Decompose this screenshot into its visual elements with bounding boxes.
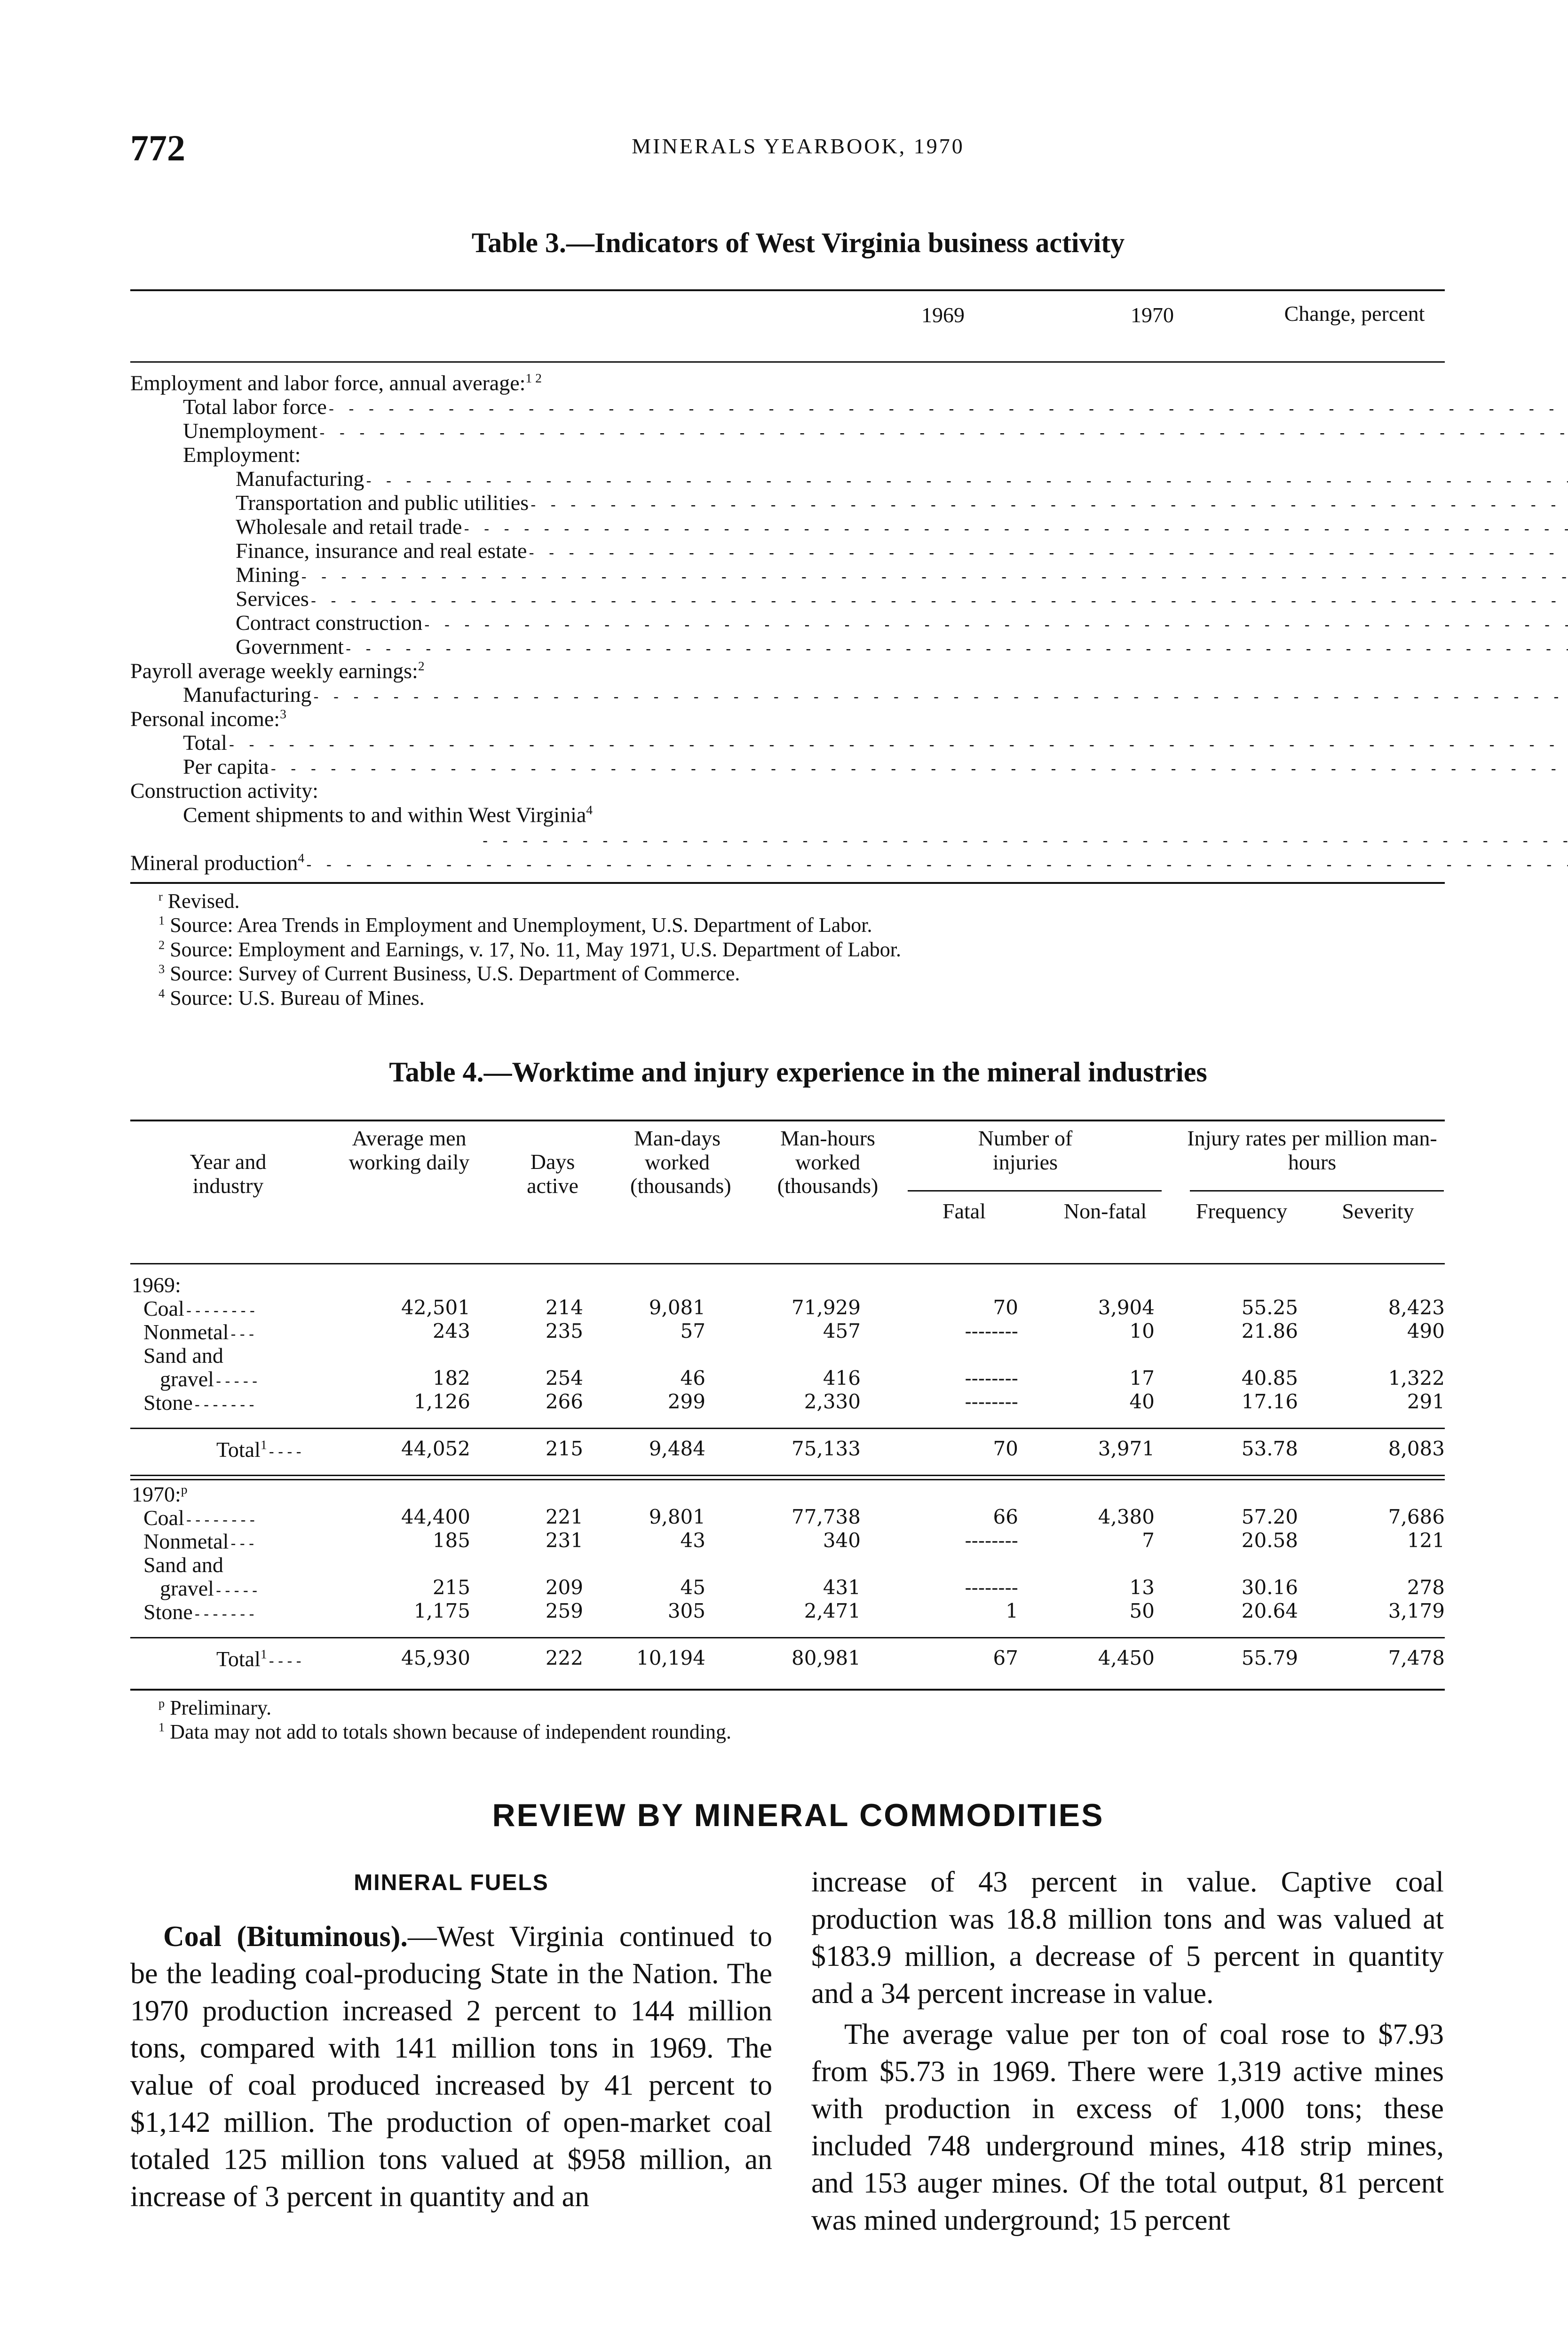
total-avg-men: 45,930 bbox=[401, 1646, 470, 1669]
injury-frequency: 20.64 bbox=[1241, 1599, 1298, 1622]
header-severity: Severity bbox=[1342, 1199, 1414, 1223]
avg-men: 215 bbox=[432, 1576, 470, 1599]
row-label bbox=[130, 612, 1568, 634]
row-label-cell bbox=[130, 779, 1568, 803]
injury-severity: 7,686 bbox=[1388, 1505, 1445, 1528]
fatal-injuries: 66 bbox=[993, 1505, 1018, 1528]
row-label-cell bbox=[130, 468, 1568, 492]
avg-men: 185 bbox=[432, 1529, 470, 1552]
row-label-text: Finance, insurance and real estate bbox=[236, 539, 527, 563]
row-label bbox=[130, 516, 1568, 538]
row-label-text: Total labor force bbox=[183, 395, 327, 419]
fatal-injuries: 1 bbox=[1006, 1599, 1018, 1622]
leader-dots: ----- bbox=[214, 1372, 260, 1390]
row-label-cell bbox=[130, 827, 1568, 851]
injury-severity: 490 bbox=[1407, 1319, 1445, 1343]
footnote: $^4$ Source: U.S. Bureau of Mines. bbox=[158, 986, 425, 1009]
man-days: 45 bbox=[680, 1576, 705, 1599]
table-row bbox=[130, 612, 1568, 636]
table3-col-change: Change, percent bbox=[1284, 302, 1425, 326]
footnote-mark: 2 bbox=[158, 938, 165, 952]
row-label-text: Payroll average weekly earnings:$^2$ bbox=[130, 659, 425, 683]
table-row bbox=[130, 707, 1568, 731]
row-label-text: Unemployment bbox=[183, 419, 318, 443]
row-label-cell bbox=[130, 683, 1568, 707]
days-active: 214 bbox=[545, 1296, 583, 1319]
table-row bbox=[130, 851, 1568, 875]
header-man-days: Man-days worked (thousands) bbox=[630, 1126, 731, 1198]
injury-severity: 1,322 bbox=[1388, 1367, 1445, 1390]
table-row bbox=[130, 827, 1568, 851]
nonfatal-injuries: 3,904 bbox=[1098, 1296, 1155, 1319]
row-label-cell bbox=[130, 372, 1568, 396]
footnote-ref: 2 bbox=[418, 659, 425, 673]
leader-dots: ---- bbox=[267, 1652, 303, 1670]
table3-col-1969: 1969 bbox=[921, 303, 965, 327]
industry-label: gravel----- bbox=[160, 1576, 260, 1600]
leader-dots: ------- bbox=[192, 1605, 256, 1623]
row-label-cell bbox=[130, 492, 1568, 516]
total-label: Total$^1$---- bbox=[216, 1646, 303, 1671]
run-in-head: Coal (Bituminous). bbox=[163, 1921, 408, 1953]
table-row bbox=[130, 683, 1568, 707]
row-label bbox=[130, 731, 1568, 754]
table-row bbox=[130, 636, 1568, 660]
footnote: $^1$ Data may not add to totals shown because of independent rounding. bbox=[158, 1720, 732, 1744]
man-days: 46 bbox=[680, 1367, 705, 1390]
nonfatal-injuries: 4,380 bbox=[1098, 1505, 1155, 1528]
injury-frequency: 30.16 bbox=[1241, 1576, 1298, 1599]
injury-frequency: 20.58 bbox=[1241, 1529, 1298, 1552]
header-frequency: Frequency bbox=[1196, 1199, 1288, 1223]
injury-severity: 291 bbox=[1407, 1390, 1445, 1413]
days-active: 266 bbox=[545, 1390, 583, 1413]
row-label-cell bbox=[130, 588, 1568, 612]
injury-frequency: 57.20 bbox=[1241, 1505, 1298, 1528]
subsection-title: MINERAL FUELS bbox=[354, 1870, 549, 1895]
row-label-cell bbox=[130, 851, 1568, 875]
avg-men: 243 bbox=[432, 1319, 470, 1343]
row-label bbox=[130, 636, 1568, 658]
total-fatal-injuries: 67 bbox=[993, 1646, 1018, 1669]
injury-frequency: 17.16 bbox=[1241, 1390, 1298, 1413]
nonfatal-injuries: 7 bbox=[1142, 1529, 1155, 1552]
leader-dots: --- bbox=[229, 1534, 256, 1552]
man-hours: 457 bbox=[823, 1319, 861, 1343]
footnote-mark: 1 bbox=[158, 1720, 165, 1734]
row-label-cell bbox=[130, 444, 1568, 468]
total-injury-severity: 7,478 bbox=[1388, 1646, 1445, 1669]
nonfatal-injuries: 10 bbox=[1129, 1319, 1155, 1343]
avg-men: 182 bbox=[432, 1367, 470, 1390]
fatal-injuries: -------- bbox=[965, 1319, 1018, 1343]
row-label-cell bbox=[130, 396, 1568, 420]
leader-dots bbox=[364, 473, 1568, 489]
total-avg-men: 44,052 bbox=[401, 1437, 470, 1460]
col2-paragraph-2: The average value per ton of coal rose to $7.93 from $5.73 in 1969. There were 1,319 active mines with production in excess of 1,000 tons; these included 748 underground mines, 418 strip mines, and 153 auger mines. Of the total output, 81 percent was mined underground; 15 percent bbox=[811, 2018, 1444, 2236]
fatal-injuries: -------- bbox=[965, 1367, 1018, 1390]
table4-header-rule bbox=[130, 1263, 1445, 1264]
total-man-days: 10,194 bbox=[636, 1646, 705, 1669]
industry-label: Nonmetal--- bbox=[143, 1320, 256, 1344]
man-hours: 416 bbox=[823, 1367, 861, 1390]
header-number-of-injuries: Number of injuries bbox=[978, 1126, 1073, 1174]
row-label-text: Transportation and public utilities bbox=[236, 491, 529, 515]
nonfatal-injuries: 13 bbox=[1129, 1576, 1155, 1599]
man-hours: 77,738 bbox=[792, 1505, 861, 1528]
total-rule bbox=[130, 1428, 1445, 1429]
leader-dots bbox=[227, 737, 1568, 753]
man-hours: 71,929 bbox=[792, 1296, 861, 1319]
footnote: $^1$ Source: Area Trends in Employment and Unemployment, U.S. Department of Labor. bbox=[158, 913, 872, 937]
row-label-text: Personal income:$^3$ bbox=[130, 707, 286, 731]
footnote: $^2$ Source: Employment and Earnings, v. 17, No. 11, May 1971, U.S. Department of Labor. bbox=[158, 938, 902, 961]
row-label-text: Manufacturing bbox=[183, 683, 312, 707]
table3-top-rule bbox=[130, 289, 1445, 291]
injury-frequency: 40.85 bbox=[1241, 1367, 1298, 1390]
row-label bbox=[130, 803, 1568, 826]
leader-dots bbox=[344, 641, 1568, 657]
row-label-text: Wholesale and retail trade bbox=[236, 515, 462, 539]
industry-label: Sand and bbox=[143, 1343, 223, 1367]
total-nonfatal-injuries: 4,450 bbox=[1098, 1646, 1155, 1669]
row-label bbox=[130, 564, 1568, 586]
table-row bbox=[130, 660, 1568, 683]
table3-col-1970: 1970 bbox=[1131, 303, 1174, 327]
header-rates-rule bbox=[1190, 1190, 1444, 1192]
leader-dots bbox=[317, 425, 1568, 441]
row-label-text: Mineral production$^4$ bbox=[130, 850, 305, 875]
man-days: 305 bbox=[667, 1599, 705, 1622]
total-label: Total$^1$---- bbox=[216, 1437, 303, 1462]
leader-dots bbox=[269, 761, 1568, 777]
leader-dots bbox=[529, 497, 1568, 513]
footnote: $^p$ Preliminary. bbox=[158, 1696, 272, 1719]
footnote-ref: 4 bbox=[586, 803, 593, 817]
row-label bbox=[130, 707, 1568, 731]
leader-dots: -------- bbox=[184, 1511, 257, 1529]
footnote: $^3$ Source: Survey of Current Business, U.S. Department of Commerce. bbox=[158, 961, 740, 985]
table-row bbox=[130, 779, 1568, 803]
footnote-ref: 4 bbox=[298, 850, 305, 865]
leader-dots bbox=[462, 521, 1568, 537]
injury-frequency: 55.25 bbox=[1241, 1296, 1298, 1319]
table3-body bbox=[130, 372, 1568, 875]
man-days: 43 bbox=[680, 1529, 705, 1552]
table-row bbox=[130, 516, 1568, 540]
table-row bbox=[130, 564, 1568, 588]
leader-dots bbox=[309, 593, 1568, 609]
industry-label: gravel----- bbox=[160, 1367, 260, 1391]
injury-severity: 278 bbox=[1407, 1576, 1445, 1599]
footnote: $^r$ Revised. bbox=[158, 889, 240, 913]
days-active: 231 bbox=[545, 1529, 583, 1552]
fatal-injuries: 70 bbox=[993, 1296, 1018, 1319]
table-row bbox=[130, 492, 1568, 516]
fatal-injuries: -------- bbox=[965, 1390, 1018, 1413]
table3-title: Table 3.—Indicators of West Virginia business activity bbox=[471, 227, 1125, 258]
header-man-hours: Man-hours worked (thousands) bbox=[777, 1126, 879, 1198]
table-row bbox=[130, 588, 1568, 612]
total-rule bbox=[130, 1637, 1445, 1638]
total-nonfatal-injuries: 3,971 bbox=[1098, 1437, 1155, 1460]
row-label bbox=[130, 779, 1568, 802]
section-title: REVIEW BY MINERAL COMMODITIES bbox=[492, 1797, 1104, 1833]
row-label-text: Employment and labor force, annual average:$^{1 2}$ bbox=[130, 371, 542, 395]
row-label bbox=[130, 660, 1568, 683]
table-row bbox=[130, 420, 1568, 444]
table3-bottom-rule bbox=[130, 882, 1445, 884]
avg-men: 1,126 bbox=[413, 1390, 470, 1413]
footnote-mark: 4 bbox=[158, 986, 165, 1001]
year-label: 1969: bbox=[132, 1273, 181, 1297]
table-row bbox=[130, 444, 1568, 468]
table4-title: Table 4.—Worktime and injury experience in the mineral industries bbox=[389, 1057, 1207, 1088]
man-hours: 431 bbox=[823, 1576, 861, 1599]
row-label bbox=[130, 420, 1568, 442]
table-row bbox=[130, 468, 1568, 492]
total-man-hours: 80,981 bbox=[792, 1646, 861, 1669]
avg-men: 1,175 bbox=[413, 1599, 470, 1622]
col2-paragraph-1: increase of 43 percent in value. Captive coal production was 18.8 million tons and was valued at $183.9 million, a decrease of 5 percent in quantity and a 34 percent increase in value. bbox=[811, 1866, 1444, 2010]
total-injury-severity: 8,083 bbox=[1388, 1437, 1445, 1460]
header-year-industry: Year and industry bbox=[190, 1150, 267, 1198]
days-active: 221 bbox=[545, 1505, 583, 1528]
days-active: 209 bbox=[545, 1576, 583, 1599]
row-label-text: Total bbox=[183, 731, 227, 755]
row-label-cell bbox=[130, 731, 1568, 755]
header-average-men: Average men working daily bbox=[348, 1126, 470, 1174]
avg-men: 44,400 bbox=[401, 1505, 470, 1528]
footnote-mark: 3 bbox=[158, 961, 165, 976]
table-row bbox=[130, 540, 1568, 564]
man-days: 299 bbox=[667, 1390, 705, 1413]
row-label bbox=[130, 827, 1568, 850]
row-label bbox=[130, 851, 1568, 874]
leader-dots: --- bbox=[229, 1325, 256, 1343]
row-label-text: Contract construction bbox=[236, 611, 423, 635]
leader-dots: ------- bbox=[192, 1396, 256, 1414]
header-injury-rates: Injury rates per million man-hours bbox=[1187, 1126, 1437, 1174]
col1-text: —West Virginia continued to be the leading coal-producing State in the Nation. The 1970 production increased 2 percent to 144 million tons, compared with 141 million tons in 1969. The value of coal produced increased by 41 percent to $1,142 million. The production of open-market coal totaled 125 million tons valued at $958 million, an increase of 3 percent in quantity and an bbox=[130, 1921, 772, 2213]
row-label-cell bbox=[130, 420, 1568, 444]
total-man-days: 9,484 bbox=[649, 1437, 705, 1460]
leader-dots: -------- bbox=[184, 1302, 257, 1319]
row-label-cell bbox=[130, 755, 1568, 779]
table4-bottom-rule bbox=[130, 1689, 1445, 1691]
row-label bbox=[130, 444, 1568, 466]
total-injury-frequency: 53.78 bbox=[1241, 1437, 1298, 1460]
man-days: 9,801 bbox=[649, 1505, 705, 1528]
row-label-text: Services bbox=[236, 587, 309, 611]
footnote-ref: 1 bbox=[260, 1646, 267, 1661]
days-active: 235 bbox=[545, 1319, 583, 1343]
total-man-hours: 75,133 bbox=[792, 1437, 861, 1460]
footnote-ref: p bbox=[181, 1482, 188, 1497]
industry-label: Coal-------- bbox=[143, 1296, 257, 1320]
row-label-text: Cement shipments to and within West Virginia$^4$ bbox=[183, 803, 593, 827]
header-days-active: Days active bbox=[527, 1150, 578, 1198]
text-column-right bbox=[811, 1864, 1444, 2239]
total-days-active: 222 bbox=[545, 1646, 583, 1669]
industry-label: Stone------- bbox=[143, 1600, 256, 1624]
days-active: 254 bbox=[545, 1367, 583, 1390]
table-row bbox=[130, 755, 1568, 779]
man-days: 57 bbox=[680, 1319, 705, 1343]
industry-label: Stone------- bbox=[143, 1391, 256, 1414]
year-separator-double-rule bbox=[130, 1475, 1445, 1480]
injury-severity: 3,179 bbox=[1388, 1599, 1445, 1622]
nonfatal-injuries: 50 bbox=[1129, 1599, 1155, 1622]
row-label bbox=[130, 683, 1568, 706]
fatal-injuries: -------- bbox=[965, 1576, 1018, 1599]
leader-dots bbox=[304, 857, 1568, 873]
man-days: 9,081 bbox=[649, 1296, 705, 1319]
industry-label: Coal-------- bbox=[143, 1506, 257, 1530]
footnote-mark: p bbox=[158, 1696, 165, 1710]
page-number: 772 bbox=[130, 127, 185, 168]
year-label: 1970:$^p$ bbox=[132, 1482, 188, 1506]
page-header bbox=[130, 127, 1466, 168]
text-column-left bbox=[130, 1918, 772, 2216]
row-label-cell bbox=[130, 803, 1568, 827]
industry-label: Nonmetal--- bbox=[143, 1529, 256, 1553]
row-label-text: Employment: bbox=[183, 443, 301, 467]
row-label-cell bbox=[130, 516, 1568, 540]
leader-dots bbox=[327, 401, 1568, 417]
table3-footnotes bbox=[130, 889, 901, 1010]
total-injury-frequency: 55.79 bbox=[1241, 1646, 1298, 1669]
footnote-ref: 3 bbox=[280, 707, 286, 721]
table-row bbox=[130, 396, 1568, 420]
leader-dots bbox=[299, 569, 1568, 585]
table-row bbox=[130, 372, 1568, 396]
man-hours: 340 bbox=[823, 1529, 861, 1552]
total-fatal-injuries: 70 bbox=[993, 1437, 1018, 1460]
leader-dots bbox=[481, 833, 1568, 849]
row-label bbox=[130, 468, 1568, 490]
table-row bbox=[130, 803, 1568, 827]
footnote-mark: 1 bbox=[158, 913, 165, 928]
leader-dots: ---- bbox=[267, 1443, 303, 1461]
table3-header-rule bbox=[130, 361, 1445, 363]
fatal-injuries: -------- bbox=[965, 1529, 1018, 1552]
header-nonfatal: Non-fatal bbox=[1063, 1199, 1147, 1223]
row-label-cell bbox=[130, 612, 1568, 636]
header-fatal: Fatal bbox=[942, 1199, 986, 1223]
footnote-ref: 1 2 bbox=[525, 371, 542, 385]
leader-dots bbox=[527, 545, 1568, 561]
row-label-cell bbox=[130, 564, 1568, 588]
row-label bbox=[130, 396, 1568, 418]
row-label bbox=[130, 492, 1568, 514]
man-hours: 2,330 bbox=[804, 1390, 861, 1413]
days-active: 259 bbox=[545, 1599, 583, 1622]
table-row bbox=[130, 731, 1568, 755]
row-label-text: Government bbox=[236, 635, 344, 659]
avg-men: 42,501 bbox=[401, 1296, 470, 1319]
row-label bbox=[130, 588, 1568, 610]
header-injuries-rule bbox=[908, 1190, 1162, 1192]
row-label bbox=[130, 755, 1568, 778]
leader-dots: ----- bbox=[214, 1581, 260, 1599]
row-label bbox=[130, 540, 1568, 562]
total-days-active: 215 bbox=[545, 1437, 583, 1460]
row-label-text: Mining bbox=[236, 563, 300, 587]
footnote-mark: r bbox=[158, 889, 163, 904]
injury-severity: 121 bbox=[1407, 1529, 1445, 1552]
injury-severity: 8,423 bbox=[1388, 1296, 1445, 1319]
industry-label: Sand and bbox=[143, 1553, 223, 1577]
row-label-cell bbox=[130, 660, 1568, 683]
row-label-cell bbox=[130, 540, 1568, 564]
table4-top-rule bbox=[130, 1120, 1445, 1121]
footnote-ref: 1 bbox=[260, 1437, 267, 1452]
running-head: MINERALS YEARBOOK, 1970 bbox=[632, 134, 965, 158]
leader-dots bbox=[311, 689, 1568, 705]
row-label-text: Per capita bbox=[183, 755, 269, 779]
nonfatal-injuries: 40 bbox=[1129, 1390, 1155, 1413]
injury-frequency: 21.86 bbox=[1241, 1319, 1298, 1343]
leader-dots bbox=[422, 617, 1568, 633]
row-label-text: Construction activity: bbox=[130, 779, 318, 803]
row-label-text: Manufacturing bbox=[236, 467, 364, 491]
row-label-cell bbox=[130, 707, 1568, 731]
table4-footnotes bbox=[130, 1696, 731, 1744]
nonfatal-injuries: 17 bbox=[1129, 1367, 1155, 1390]
row-label-cell bbox=[130, 636, 1568, 660]
row-label bbox=[130, 372, 1568, 395]
man-hours: 2,471 bbox=[804, 1599, 861, 1622]
